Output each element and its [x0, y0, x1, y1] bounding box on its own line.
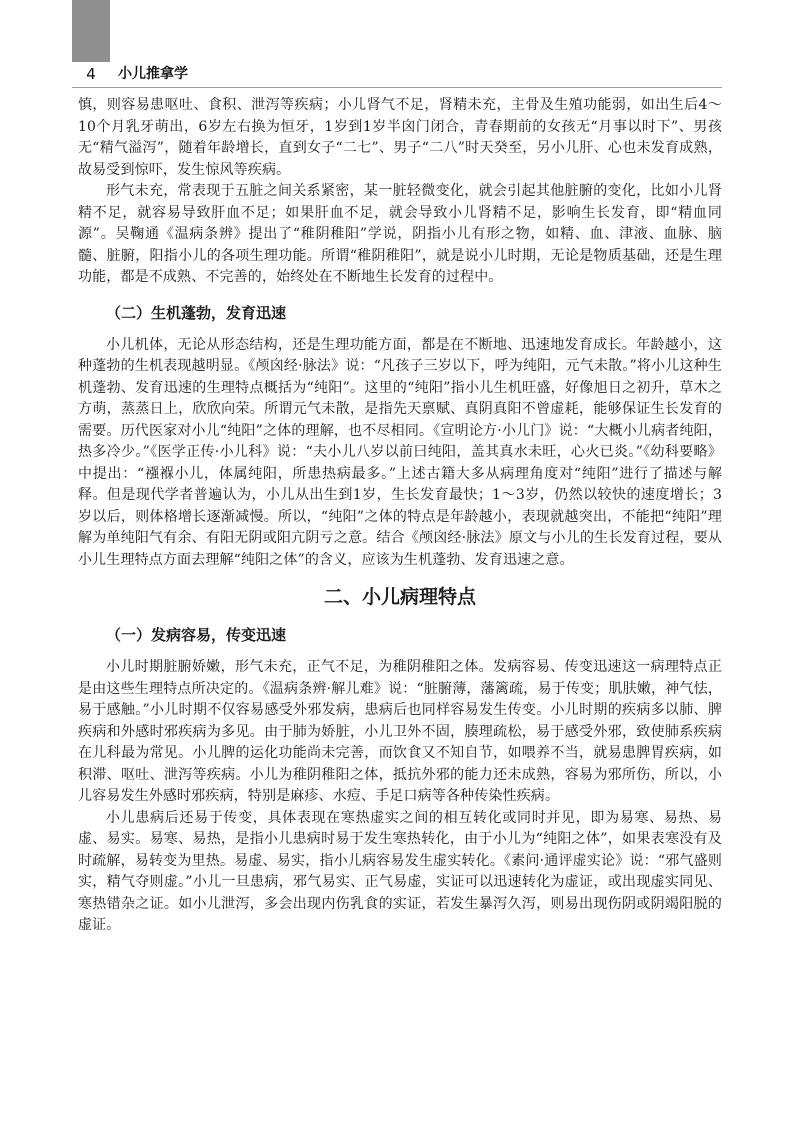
paragraph-chunyang: 小儿机体，无论从形态结构，还是生理功能方面，都是在不断地、迅速地发育成长。年龄越小，这种蓬勃的生机表现越明显。《颅囟经·脉法》说：“凡孩子三岁以下，呼为纯阳，元气未散。”将小儿这种生机蓬勃、发育迅速的生理特点概括为“纯阳”。这里的“纯阳”指小儿生机旺盛，好像旭日之初升，草木之方萌，蒸蒸日上，欣欣向荣。所谓元气未散，是指先天禀赋、真阴真阳不曾虚耗，能够保证生长发育的需要。历代医家对小儿“纯阳”之体的理解，也不尽相同。《宣明论方·小儿门》说：“大概小儿病者纯阳，热多冷少。”《医学正传·小儿科》说：“夫小儿八岁以前曰纯阳，盖其真水未旺，心火已炎。”《幼科要略》中提出：“襁褓小儿，体属纯阳，所患热病最多。”上述古籍大多从病理角度对“纯阳”进行了描述与解释。但是现代学者普遍认为，小儿从出生到1岁，生长发育最快；1～3岁，仍然以较快的速度增长；3岁以后，则体格增长逐渐减慢。所以，“纯阳”之体的特点是年龄越小，表现就越突出，不能把“纯阳”理解为单纯阳气有余、有阳无阴或阳亢阴亏之意。结合《颅囟经·脉法》原文与小儿的生长发育过程，要从小儿生理特点方面去理解“纯阳之体”的含义，应该为生机蓬勃、发育迅速之意。: [78, 336, 722, 568]
header-rule: [72, 87, 722, 88]
paragraph-chuanbian: 小儿患病后还易于传变，具体表现在寒热虚实之间的相互转化或同时并见，即为易寒、易热、易虚、易实。易寒、易热，是指小儿患病时易于发生寒热转化，由于小儿为“纯阳之体”，如果表寒没有及时疏解，易转变为里热。易虚、易实，指小儿病容易发生虚实转化。《素问·通评虚实论》说：“邪气盛则实，精气夺则虚。”小儿一旦患病，邪气易实、正气易虚，实证可以迅速转化为虚证，或出现虚实同见、寒热错杂之证。如小儿泄泻，多会出现内伤乳食的实证，若发生暴泻久泻，则易出现伤阴或阴竭阳脱的虚证。: [78, 809, 722, 933]
paragraph-continued: 慎，则容易患呕吐、食积、泄泻等疾病；小儿肾气不足，肾精未充，主骨及生殖功能弱，如出生后4～10个月乳牙萌出，6岁左右换为恒牙，1岁到1岁半囟门闭合，青春期前的女孩无“月事以时下”、男孩无“精气溢泻”，随着年龄增长，直到女子“二七”、男子“二八”时天癸至，另小儿肝、心也未发育成熟，故易受到惊吓，发生惊风等疾病。: [78, 97, 722, 178]
subheading-fabing: （一）发病容易，传变迅速: [106, 626, 287, 644]
page-header: [72, 62, 722, 86]
page-number: 4: [86, 65, 96, 83]
header-tab: [72, 0, 110, 62]
page-body: [78, 95, 722, 937]
paragraph-fabing: 小儿时期脏腑娇嫩，形气未充，正气不足，为稚阴稚阳之体。发病容易、传变迅速这一病理特点正是由这些生理特点所决定的。《温病条辨·解儿难》说：“脏腑薄，藩篱疏，易于传变；肌肤嫩，神气怯，易于感触。”小儿时期不仅容易感受外邪发病，患病后也同样容易发生传变。小儿时期的疾病多以肺、脾疾病和外感时邪疾病为多见。由于肺为娇脏，小儿卫外不固，腠理疏松，易于感受外邪，致使肺系疾病在儿科最为常见。小儿脾的运化功能尚未完善，而饮食又不知自节，如喂养不当，就易患脾胃疾病，如积滞、呕吐、泄泻等疾病。小儿为稚阴稚阳之体，抵抗外邪的能力还未成熟，容易为邪所伤，所以，小儿容易发生外感时邪疾病，特别是麻疹、水痘、手足口病等各种传染性疾病。: [78, 659, 722, 804]
running-title: 小儿推拿学: [118, 66, 188, 82]
subheading-shengji: （二）生机蓬勃，发育迅速: [106, 303, 287, 322]
section-heading-pathology: 二、小儿病理特点: [323, 586, 476, 608]
paragraph-xingqi: 形气未充，常表现于五脏之间关系紧密，某一脏轻微变化，就会引起其他脏腑的变化，比如小儿肾精不足，就容易导致肝血不足；如果肝血不足，就会导致小儿肾精不足，影响生长发育，即“精血同源”。吴鞠通《温病条辨》提出了“稚阴稚阳”学说，阴指小儿有形之物，如精、血、津液、血脉、脑髓、脏腑，阳指小儿的各项生理功能。所谓“稚阴稚阳”，就是说小儿时期，无论是物质基础，还是生理功能，都是不成熟、不完善的，始终处在不断地生长发育的过程中。: [78, 183, 722, 285]
